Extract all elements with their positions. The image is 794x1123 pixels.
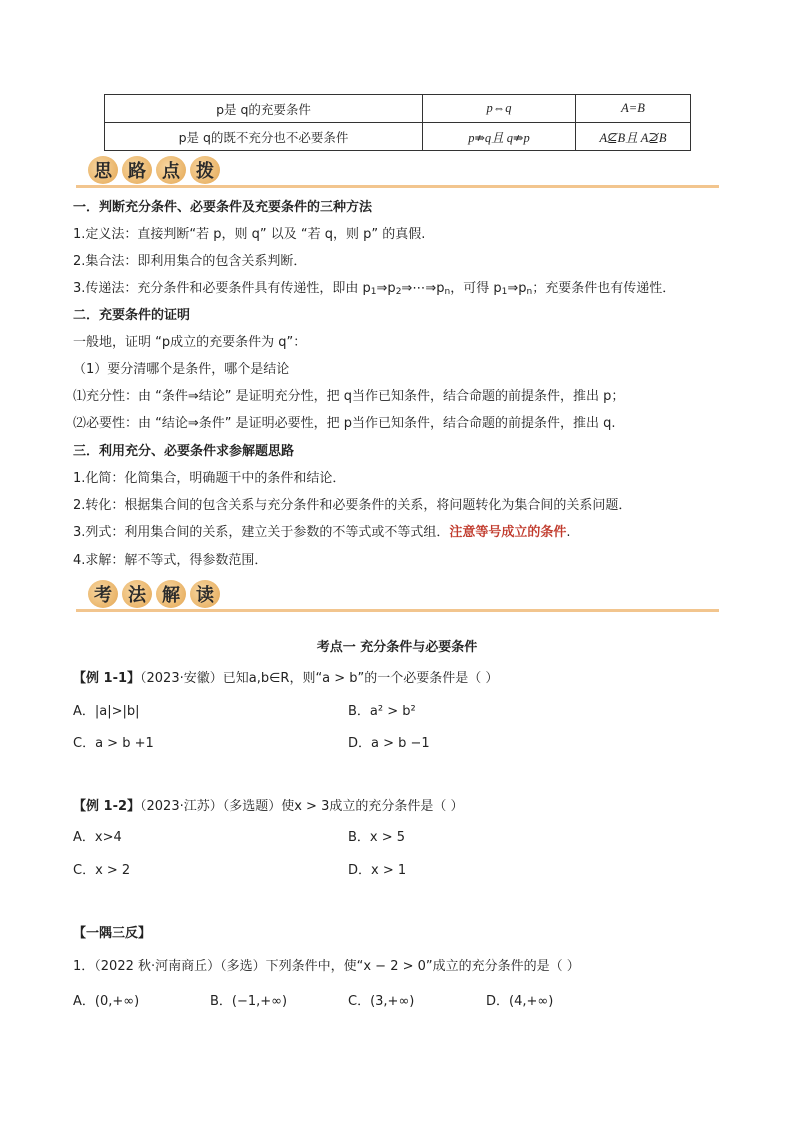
condition-table xyxy=(104,94,691,151)
example-question: 【例 1-2】（2023·江苏）（多选题）使x > 3成立的充分条件是（ ） xyxy=(73,799,464,814)
table-cell: p是 q的充要条件 xyxy=(105,95,423,123)
text-line: 2.集合法：即利用集合的包含关系判断． xyxy=(73,254,307,269)
section-heading: 二．充要条件的证明 xyxy=(73,308,191,323)
option-d: D．x > 1 xyxy=(348,863,407,878)
section-heading: 三．利用充分、必要条件求参解题思路 xyxy=(73,444,295,459)
option-c: C．(3,+∞) xyxy=(348,994,415,1009)
table-cell: p⇏q且 q⇏p xyxy=(423,123,576,151)
option-a: A．|a|>|b| xyxy=(73,704,140,719)
text-line: 3.传递法：充分条件和必要条件具有传递性，即由 $p_1\Rightarrow p_2\Rightarrow\cdots\Rightarrow p_n$，可得 $p_1\Rightarrow p_n$；充要条件也有传递性． xyxy=(73,281,676,297)
text-line: ⑴充分性：由 “条件⇒结论” 是证明充分性，把 q当作已知条件，结合命题的前提条件，推出 p； xyxy=(73,389,625,404)
option-c: C．a > b +1 xyxy=(73,736,154,751)
banner-divider xyxy=(76,609,719,612)
option-d: D．a > b −1 xyxy=(348,736,430,751)
option-c: C．x > 2 xyxy=(73,863,131,878)
table-row xyxy=(105,123,691,151)
banner-char: 读 xyxy=(190,580,220,608)
banner-char: 解 xyxy=(156,580,186,608)
practice-question: 1．（2022 秋·河南商丘）（多选）下列条件中，使“x − 2 > 0”成立的充分条件的是（ ） xyxy=(73,959,580,974)
point-title: 考点一 充分条件与必要条件 xyxy=(316,640,478,655)
option-b: B．x > 5 xyxy=(348,830,406,845)
option-b: B．a² > b² xyxy=(348,704,416,719)
text-line: 一般地，证明 “p成立的充要条件为 q”： xyxy=(73,335,307,350)
option-b: B．(−1,+∞) xyxy=(210,994,288,1009)
text-line: 1.化简：化简集合，明确题干中的条件和结论． xyxy=(73,471,346,486)
text-line: 3.列式：利用集合间的关系，建立关于参数的不等式或不等式组．注意等号成立的条件. xyxy=(73,525,571,540)
text-line: 2.转化：根据集合间的包含关系与充分条件和必要条件的关系，将问题转化为集合间的关系问题． xyxy=(73,498,632,513)
text-line: 1.定义法：直接判断“若 p，则 q” 以及 “若 q，则 p” 的真假. xyxy=(73,227,426,242)
banner-char: 点 xyxy=(156,156,186,184)
banner-char: 路 xyxy=(122,156,152,184)
table-row xyxy=(105,95,691,123)
banner-char: 思 xyxy=(88,156,118,184)
highlight-note: 注意等号成立的条件 xyxy=(449,525,567,540)
option-d: D．(4,+∞) xyxy=(486,994,554,1009)
table-cell: A⊈B且 A⊉B xyxy=(576,123,691,151)
table-cell: p⇔q xyxy=(423,95,576,123)
text-line: ⑵必要性：由 “结论⇒条件” 是证明必要性，把 p当作已知条件，结合命题的前提条件，推出 q. xyxy=(73,416,616,431)
banner-divider xyxy=(76,185,719,188)
practice-heading: 【一隅三反】 xyxy=(73,926,152,941)
table-cell: p是 q的既不充分也不必要条件 xyxy=(105,123,423,151)
option-a: A．(0,+∞) xyxy=(73,994,140,1009)
banner-char: 考 xyxy=(88,580,118,608)
text-line: 4.求解：解不等式，得参数范围． xyxy=(73,553,268,568)
text-line: （1）要分清哪个是条件，哪个是结论 xyxy=(73,362,290,377)
banner-char: 法 xyxy=(122,580,152,608)
table-cell: A=B xyxy=(576,95,691,123)
banner-char: 拨 xyxy=(190,156,220,184)
example-question: 【例 1-1】（2023·安徽）已知a,b∈R，则“a > b”的一个必要条件是（ ） xyxy=(73,671,499,686)
option-a: A．x>4 xyxy=(73,830,122,845)
section-heading: 一．判断充分条件、必要条件及充要条件的三种方法 xyxy=(73,200,373,215)
